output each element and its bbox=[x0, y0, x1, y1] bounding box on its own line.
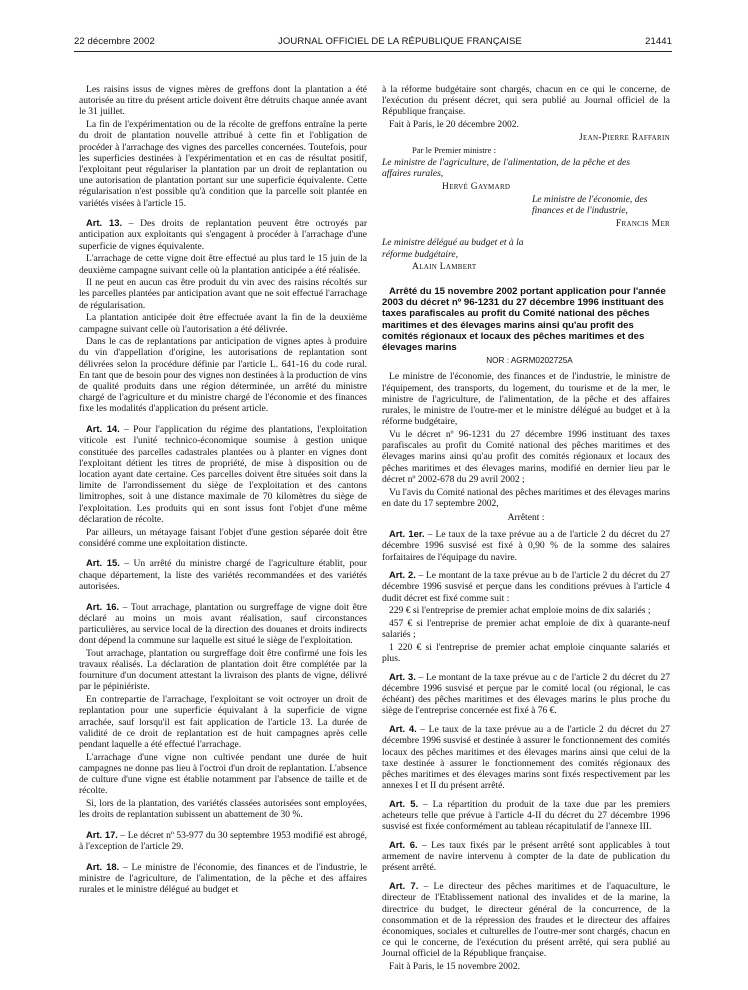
list-item: 229 € si l'entreprise de premier achat emploie moins de dix salariés ; bbox=[389, 605, 651, 617]
article-13 bbox=[79, 217, 367, 252]
header-date: 22 décembre 2002 bbox=[74, 36, 155, 47]
signature-name: Francis Mer bbox=[615, 217, 670, 229]
article-label: Art. 17. bbox=[86, 828, 118, 840]
article-text: – La répartition du produit de la taxe due par les premiers acheteurs telle que prévue à l'article 4-II du décret du 27 décembre 1996 susvisé est fixée conformément au tableau récapitulatif de l'annexe III. bbox=[382, 798, 670, 833]
right-column bbox=[382, 84, 670, 974]
article-label: Art. 4. bbox=[389, 723, 417, 735]
paragraph: Le ministre de l'économie, des finances et de l'industrie, le ministre de l'équipement, des transports, du logement, du tourisme et de la mer, le ministre de l'agriculture, de l'alimentation, de la pêche et des affaires rurales, le ministre de l'outre-mer et le ministre délégué au budget et à la réforme budgétaire, bbox=[382, 371, 670, 428]
article-label: Art. 15. bbox=[86, 557, 120, 569]
article-label: Art. 18. bbox=[86, 860, 120, 872]
paragraph: Il ne peut en aucun cas être produit du vin avec des raisins récoltés sur les parcelles plantées par anticipation avant que ne soit effectué l'arrachage de régularisation. bbox=[79, 277, 367, 311]
article-15 bbox=[79, 557, 367, 592]
minister-title: Le ministre délégué au budget et à la réforme budgétaire, bbox=[382, 237, 524, 260]
article-label: Art. 6. bbox=[389, 838, 418, 850]
article-14 bbox=[79, 423, 367, 525]
header-rule bbox=[74, 51, 672, 52]
article-text: – Le directeur des pêches maritimes et de l'aquaculture, le directeur de l'Etablissement national des invalides et de la marine, la directrice du budget, le directeur général de la concurrence, de la consommation et de la répression des fraudes et le directeur des affaires économiques, sociales et culturelles de l'outre-mer sont chargés, chacun en ce qui le concerne, de l'exécution du présent arrêté, qui sera publié au Journal officiel de la République française. bbox=[382, 881, 670, 960]
article-text: – Tout arrachage, plantation ou surgreffage de vigne doit être déclaré au moins un mois avant réalisation, sauf circonstances particulières, au service local de la direction des douanes et droits indirects dont dépend la commune sur laquelle est situé le siège de l'exploitation. bbox=[79, 601, 367, 647]
list-item: 457 € si l'entreprise de premier achat emploie de dix à quarante-neuf salariés ; bbox=[382, 618, 670, 641]
article-text: – Le décret nº 53-977 du 30 septembre 1953 modifié est abrogé, à l'exception de l'article 29. bbox=[79, 829, 367, 853]
article-text: – Pour l'application du régime des plantations, l'exploitation viticole est l'unité technico-économique soumise à gestion unique constituée des parcelles cadastrales plantées ou à planter en vignes dont l'exploitant détient les titres de propriété, de mise à disposition ou de location ayant date certaine. Ces parcelles doivent être situées soit dans la limite de l'arrondissement du siège de l'exploitation et des cantons limitrophes, soit à une distance maximale de 70 kilomètres du siège de l'exploitation. Les produits qui en sont issus font l'objet d'une même déclaration de récolte. bbox=[79, 424, 367, 525]
paragraph: Si, lors de la plantation, des variétés classées autorisées sont employées, les droits de replantation subissent un abattement de 30 %. bbox=[79, 797, 367, 821]
article-16 bbox=[79, 601, 367, 647]
article-label: Art. 16. bbox=[86, 600, 120, 612]
paragraph: Les raisins issus de vignes mères de greffons dont la plantation a été autorisée au titre du présent article doivent être détruits chaque année avant le 31 juillet. bbox=[79, 84, 367, 118]
signature-name: Hervé Gaymard bbox=[442, 181, 511, 193]
paragraph: Tout arrachage, plantation ou surgreffage doit être confirmé une fois les travaux réalisés. La déclaration de plantation doit être complétée par la fourniture d'un document attestant la livraison des plants de vigne, délivré par le pépiniériste. bbox=[79, 647, 367, 693]
article-label: Art. 3. bbox=[389, 670, 416, 682]
article-text: – Le montant de la taxe prévue au c de l'article 2 du décret du 27 décembre 1996 susvisé et perçue par le comité local (ou régional, le cas échéant) des pêches maritimes et des élevages marins le plus proche du siège de l'entreprise concernée est fixé à 76 €. bbox=[382, 671, 670, 717]
article-text: – Le taux de la taxe prévue au a de l'article 2 du décret du 27 décembre 1996 susvisé et destinée à assurer le fonctionnement des comités locaux des pêches maritimes et des élevages marins ainsi que celui de la taxe destinée à assurer le fonctionnement des comités régionaux des pêches maritimes et des élevages marins sont fixés respectivement par les annexes I et II du présent arrêté. bbox=[382, 724, 670, 792]
minister-title: Le ministre de l'économie, des finances et de l'industrie, bbox=[532, 193, 648, 217]
page-header bbox=[74, 36, 672, 47]
paragraph: L'arrachage d'une vigne non cultivée pendant une durée de huit campagnes ne donne pas lieu à l'octroi d'un droit de replantation. L'absence de culture d'une vigne est établie notamment par l'absence de taille et de récolte. bbox=[79, 751, 367, 797]
article-label: Art. 5. bbox=[389, 797, 419, 809]
article-17 bbox=[79, 829, 367, 852]
nor-reference: NOR : AGRM0202725A bbox=[486, 355, 573, 365]
fait-a-paris: Fait à Paris, le 15 novembre 2002. bbox=[389, 961, 520, 973]
article-5 bbox=[382, 798, 670, 833]
left-column bbox=[79, 84, 367, 897]
article-text: – Le ministre de l'économie, des finances et de l'industrie, le ministre de l'agriculture, de l'alimentation, de la pêche et des affaires rurales et le ministre délégué au budget et bbox=[79, 861, 367, 896]
article-text: – Des droits de replantation peuvent être octroyés par anticipation aux exploitants qui s'engagent à procéder à l'arrachage d'une superficie de vignes équivalente. bbox=[79, 218, 367, 252]
paragraph: Vu l'avis du Comité national des pêches maritimes et des élevages marins en date du 17 septembre 2002, bbox=[382, 486, 670, 509]
article-1 bbox=[382, 528, 670, 563]
article-3 bbox=[382, 671, 670, 717]
list-item: 1 220 € si l'entreprise de premier achat emploie cinquante salariés et plus. bbox=[382, 641, 670, 665]
article-text: – Le montant de la taxe prévue au b de l'article 2 du décret du 27 décembre 1996 susvisé et perçue dans les conditions prévues à l'article 4 dudit décret est fixé comme suit : bbox=[382, 570, 670, 604]
minister-title: Le ministre de l'agriculture, de l'alimentation, de la pêche et des affaires rurales, bbox=[382, 157, 630, 180]
article-2 bbox=[382, 569, 670, 604]
article-label: Art. 13. bbox=[86, 217, 123, 229]
header-journal-title: JOURNAL OFFICIEL DE LA RÉPUBLIQUE FRANÇAISE bbox=[278, 36, 522, 47]
article-text: – Un arrêté du ministre chargé de l'agriculture établit, pour chaque département, la liste des variétés recommandées et des variétés autorisées. bbox=[79, 558, 367, 592]
paragraph: à la réforme budgétaire sont chargés, chacun en ce qui le concerne, de l'exécution du présent décret, qui sera publié au Journal officiel de la République française. bbox=[382, 84, 670, 118]
par-le-premier-ministre: Par le Premier ministre : bbox=[412, 144, 497, 155]
article-7 bbox=[382, 880, 670, 959]
paragraph: Vu le décret nº 96-1231 du 27 décembre 1996 instituant des taxes parafiscales au profit du Comité national des pêches maritimes et des élevages marins ainsi qu'au profit des comités régionaux et locaux des pêches maritimes et des élevages marins, modifié en dernier lieu par le décret nº 2002-678 du 29 avril 2002 ; bbox=[382, 428, 670, 485]
signature-prime-minister: Jean-Pierre Raffarin bbox=[579, 131, 670, 143]
article-4 bbox=[382, 723, 670, 791]
fait-a-paris: Fait à Paris, le 20 décembre 2002. bbox=[389, 119, 519, 131]
article-label: Art. 1er. bbox=[389, 528, 425, 540]
article-6 bbox=[382, 839, 670, 874]
article-label: Art. 7. bbox=[389, 880, 419, 892]
article-label: Art. 14. bbox=[86, 423, 120, 435]
article-18 bbox=[79, 861, 367, 896]
arretent: Arrêtent : bbox=[507, 511, 545, 523]
paragraph: En contrepartie de l'arrachage, l'exploitant se voit octroyer un droit de replantation pour une superficie équivalant à la superficie de vigne arrachée, sauf lorsqu'il est fait application de l'article 13. La durée de validité de ce droit de replantation est de huit campagnes après celle pendant laquelle a été effectué l'arrachage. bbox=[79, 694, 367, 750]
paragraph: L'arrachage de cette vigne doit être effectué au plus tard le 15 juin de la deuxième campagne suivant celle où la plantation anticipée a été réalisée. bbox=[79, 253, 367, 276]
signature-name: Alain Lambert bbox=[412, 261, 477, 273]
article-text: – Le taux de la taxe prévue au a de l'article 2 du décret du 27 décembre 1996 susvisé est fixé à 0,90 % de la somme des salaires forfaitaires de l'équipage du navire. bbox=[382, 529, 670, 563]
article-label: Art. 2. bbox=[389, 569, 416, 581]
paragraph: La plantation anticipée doit être effectuée avant la fin de la deuxième campagne suivant celle où l'autorisation a été délivrée. bbox=[79, 312, 367, 335]
paragraph: Par ailleurs, un métayage faisant l'objet d'une gestion séparée doit être considéré comme une exploitation distincte. bbox=[79, 526, 367, 549]
article-text: – Les taux fixés par le présent arrêté sont applicables à tout armement de navire intervenu à compter de la date de publication du présent arrêté. bbox=[382, 839, 670, 874]
arrete-title: Arrêté du 15 novembre 2002 portant application pour l'année 2003 du décret nº 96-1231 du 27 décembre 1996 instituant des taxes parafiscales au profit du Comité national des pêches maritimes et des élevages marins ainsi qu'au profit des comités régionaux et locaux des pêches maritimes et des élevages marins bbox=[382, 286, 666, 354]
paragraph: Dans le cas de replantations par anticipation de vignes aptes à produire du vin d'appellation d'origine, les autorisations de replantation sont délivrées selon la procédure définie par l'article L. 641-16 du code rural. En tant que de besoin pour des vignes non destinées à la production de vins de qualité produits dans une région déterminée, un arrêté du ministre chargé de l'agriculture et du ministre chargé de l'économie et des finances fixe les modalités d'application du présent article. bbox=[79, 336, 367, 415]
header-page-number: 21441 bbox=[645, 36, 672, 47]
paragraph: La fin de l'expérimentation ou de la récolte de greffons entraîne la perte du droit de plantation nouvelle attribué à cette fin et l'obligation de procéder à l'arrachage des vignes des parcelles concernées. Toutefois, pour les superficies destinées à l'expérimentation et en cas de résultat positif, l'exploitant peut régulariser la plantation par un droit de replantation ou une autorisation de plantation portant sur une superficie équivalente. Cette régularisation n'est possible qu'à condition que la parcelle soit plantée en variétés visées à l'article 15. bbox=[79, 119, 367, 209]
